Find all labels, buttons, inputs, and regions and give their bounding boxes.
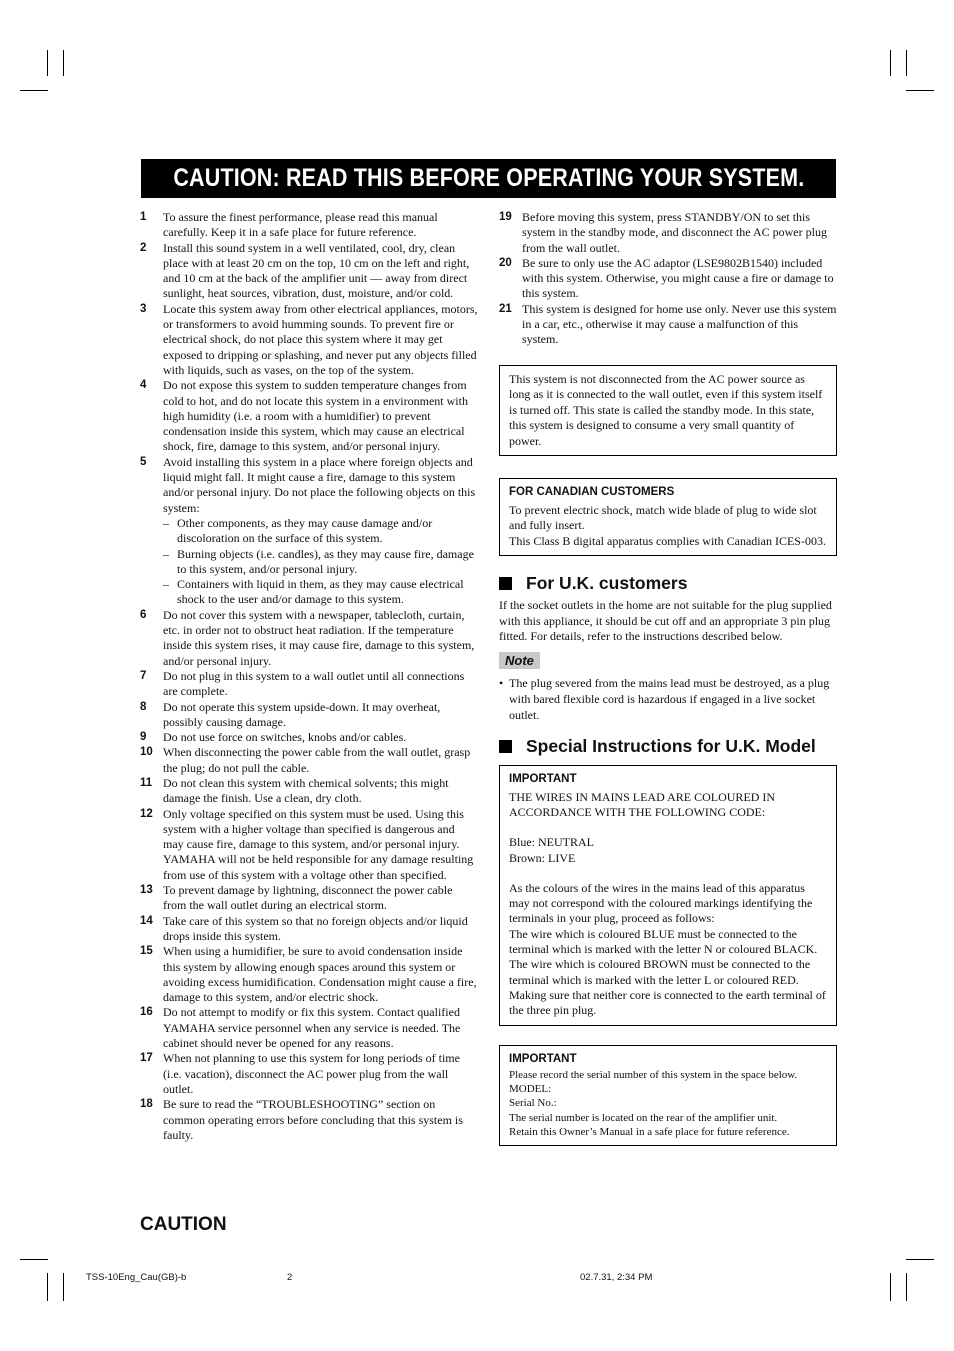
serial-text: Please record the serial number of this system in the space below.: [509, 1068, 798, 1081]
section-label: CAUTION: [140, 1214, 227, 1235]
wiring-instructions-box: [499, 765, 837, 1025]
canada-notice-line: To prevent electric shock, match wide blade of plug to wide slot and fully insert.: [509, 502, 817, 533]
crop-mark: [20, 90, 48, 91]
list-item: 5 Avoid installing this system in a place where foreign objects and liquid might fall. It might cause a fire, damage to this system and/or personal injury. Do not place the following objects on this system: – Other components, as they may cause damage and/or discoloration on the surface of this system. – Burning objects (i.e. candles), as they may cause fire, damage to this system, and/or personal injury. – Containers with liquid in them, as they may cause electrical shock to the user and/or damage to this system.: [140, 455, 478, 608]
list-item: 9 Do not use force on switches, knobs and/or cables.: [140, 730, 407, 745]
list-item: 3 Locate this system away from other electrical appliances, motors, or transformers to avoid humming sounds. To prevent fire or electrical shock, do not place this system where it may get exposed to dripping or splashing, and never put any objects filled with liquids, such as vases, on the top of the system.: [140, 301, 478, 377]
footer-filename: TSS-10Eng_Cau(GB)-b: [86, 1272, 187, 1283]
crop-mark: [63, 1273, 64, 1301]
note-row: [499, 652, 837, 670]
crop-mark: [906, 1259, 934, 1260]
wiring-text: The wire which is coloured BLUE must be connected to the terminal which is marked with the letter N or coloured BLACK. The wire which is coloured BROWN must be connected to the terminal which is marked with the letter L or coloured RED.: [509, 926, 818, 987]
square-bullet-icon: [499, 740, 512, 753]
caution-list-left: [140, 210, 478, 1143]
canada-notice-line: This Class B digital apparatus complies with Canadian ICES-003.: [509, 533, 826, 548]
crop-mark: [20, 1259, 48, 1260]
footer-page-number: 2: [287, 1272, 293, 1283]
crop-mark: [63, 50, 64, 76]
uk-customers-heading: For U.K. customers: [499, 573, 837, 594]
crop-mark: [890, 1273, 891, 1301]
list-item: 17 When not planning to use this system for long periods of time (i.e. vacation), disconnect the AC power plug from the wall outlet.: [140, 1051, 460, 1096]
crop-mark: [47, 1273, 48, 1301]
list-item: 1 To assure the finest performance, please read this manual carefully. Keep it in a safe place for future reference.: [140, 210, 438, 240]
crop-mark: [890, 50, 891, 76]
list-item: 14 Take care of this system so that no foreign objects and/or liquid drops inside this system.: [140, 913, 468, 943]
note-label: Note: [499, 652, 540, 669]
list-item: 15 When using a humidifier, be sure to avoid condensation inside this system by allowing enough spaces around this system or avoiding excess humidification. Condensation might cause a fire, damage to this system, and/or electric shock.: [140, 944, 477, 1005]
sub-list-item: – Containers with liquid in them, as they may cause electrical shock to the user and/or damage to this system.: [163, 577, 478, 608]
note-bullet: • The plug severed from the mains lead must be destroyed, as a plug with bared flexible cord is hazardous if engaged in a live socket outlet.: [499, 675, 837, 723]
sub-list: [163, 516, 478, 608]
right-column: [499, 210, 837, 1146]
crop-mark: [906, 90, 934, 91]
crop-mark: [906, 50, 907, 76]
serial-number-box: [499, 1045, 837, 1147]
uk-customers-text: If the socket outlets in the home are not suitable for the plug supplied with this appliance, it should be cut off and an appropriate 3 pin plug fitted. For details, refer to the instructions described below.: [499, 598, 832, 643]
canada-notice-box: [499, 478, 837, 556]
serial-number-heading: IMPORTANT: [509, 1052, 577, 1065]
sub-list-item: – Burning objects (i.e. candles), as they may cause fire, damage to this system, and/or personal injury.: [163, 547, 478, 578]
wiring-instructions-heading: IMPORTANT: [509, 773, 577, 786]
canada-notice-heading: FOR CANADIAN CUSTOMERS: [509, 486, 675, 499]
page-title-bar: [141, 159, 836, 198]
list-item: 10 When disconnecting the power cable from the wall outlet, grasp the plug; do not pull the cable.: [140, 745, 471, 775]
list-item: 12 Only voltage specified on this system must be used. Using this system with a higher voltage than specified is dangerous and may cause fire, damage to this system, and/or personal injury. YAMAHA will not be held responsible for any damage resulting from use of this system with a voltage other than specified.: [140, 806, 474, 882]
list-item: 21 This system is designed for home use only. Never use this system in a car, etc., otherwise it may cause a malfunction of this system.: [499, 301, 837, 347]
list-item: 4 Do not expose this system to sudden temperature changes from cold to hot, and do not locate this system in a environment with high humidity (i.e. a room with a humidifier) to prevent condensation inside this system, which may cause an electrical shock, fire, damage to this system, and/or personal injury.: [140, 378, 468, 454]
crop-mark: [47, 50, 48, 76]
standby-notice-text: This system is not disconnected from the AC power source as long as it is connected to the wall outlet, even if this system itself is turned off. This state is called the standby mode. In this state, this system is designed to consume a very small quantity of power.: [509, 371, 823, 448]
list-item: 7 Do not plug in this system to a wall outlet until all connections are complete.: [140, 668, 465, 699]
wiring-brown: Brown: LIVE: [509, 850, 576, 865]
list-item: 2 Install this sound system in a well ventilated, cool, dry, clean place with at least 20 cm on the top, 10 cm on the left and right, and 10 cm at the back of the amplifier unit — away from direct sunlight, heat sources, vibration, dust, moisture, and/or cold.: [140, 240, 470, 301]
serial-number-label: Serial No.:: [509, 1097, 557, 1110]
sub-list-item: – Other components, as they may cause damage and/or discoloration on the surface of this system.: [163, 516, 478, 547]
wiring-text: THE WIRES IN MAINS LEAD ARE COLOURED IN ACCORDANCE WITH THE FOLLOWING CODE:: [509, 789, 776, 819]
wiring-blue: Blue: NEUTRAL: [509, 835, 594, 850]
list-item: 20 Be sure to only use the AC adaptor (LSE9802B1540) included with this system. Otherwise, you might cause a fire or damage to this system.: [499, 255, 834, 301]
list-item: 13 To prevent damage by lightning, disconnect the power cable from the wall outlet during an electrical storm.: [140, 883, 453, 913]
list-item: 8 Do not operate this system upside-down. It may overheat, possibly causing damage.: [140, 699, 441, 729]
square-bullet-icon: [499, 577, 512, 590]
serial-text: The serial number is located on the rear of the amplifier unit.: [509, 1111, 778, 1124]
list-item: 6 Do not cover this system with a newspaper, tablecloth, curtain, etc. in order not to obstruct heat radiation. If the temperature inside this system rises, it may cause fire, damage to this system, and/or personal injury.: [140, 607, 475, 668]
wiring-text: Making sure that neither core is connected to the earth terminal of the three pin plug.: [509, 987, 826, 1018]
crop-mark: [906, 1273, 907, 1301]
standby-notice-box: [499, 365, 837, 457]
uk-model-heading: Special Instructions for U.K. Model: [499, 736, 837, 757]
list-item: 18 Be sure to read the “TROUBLESHOOTING” section on common operating errors before concluding that this system is faulty.: [140, 1097, 463, 1142]
serial-model-label: MODEL:: [509, 1083, 552, 1096]
page-title: CAUTION: READ THIS BEFORE OPERATING YOUR SYSTEM.: [173, 164, 805, 192]
list-item: 11 Do not clean this system with chemical solvents; this might damage the finish. Use a clean, dry cloth.: [140, 775, 449, 806]
caution-list-right: [499, 210, 837, 348]
wiring-text: As the colours of the wires in the mains lead of this apparatus may not correspond with the coloured markings identifying the terminals in your plug, proceed as follows:: [509, 880, 813, 926]
list-item: 19 Before moving this system, press STANDBY/ON to set this system in the standby mode, and disconnect the AC power plug from the wall outlet.: [499, 210, 827, 255]
footer-timestamp: 02.7.31, 2:34 PM: [580, 1272, 653, 1283]
left-column: [140, 210, 478, 1143]
list-item: 16 Do not attempt to modify or fix this system. Contact qualified YAMAHA service personnel when any service is needed. The cabinet should never be opened for any reasons.: [140, 1005, 461, 1051]
serial-text: Retain this Owner’s Manual in a safe place for future reference.: [509, 1126, 790, 1139]
